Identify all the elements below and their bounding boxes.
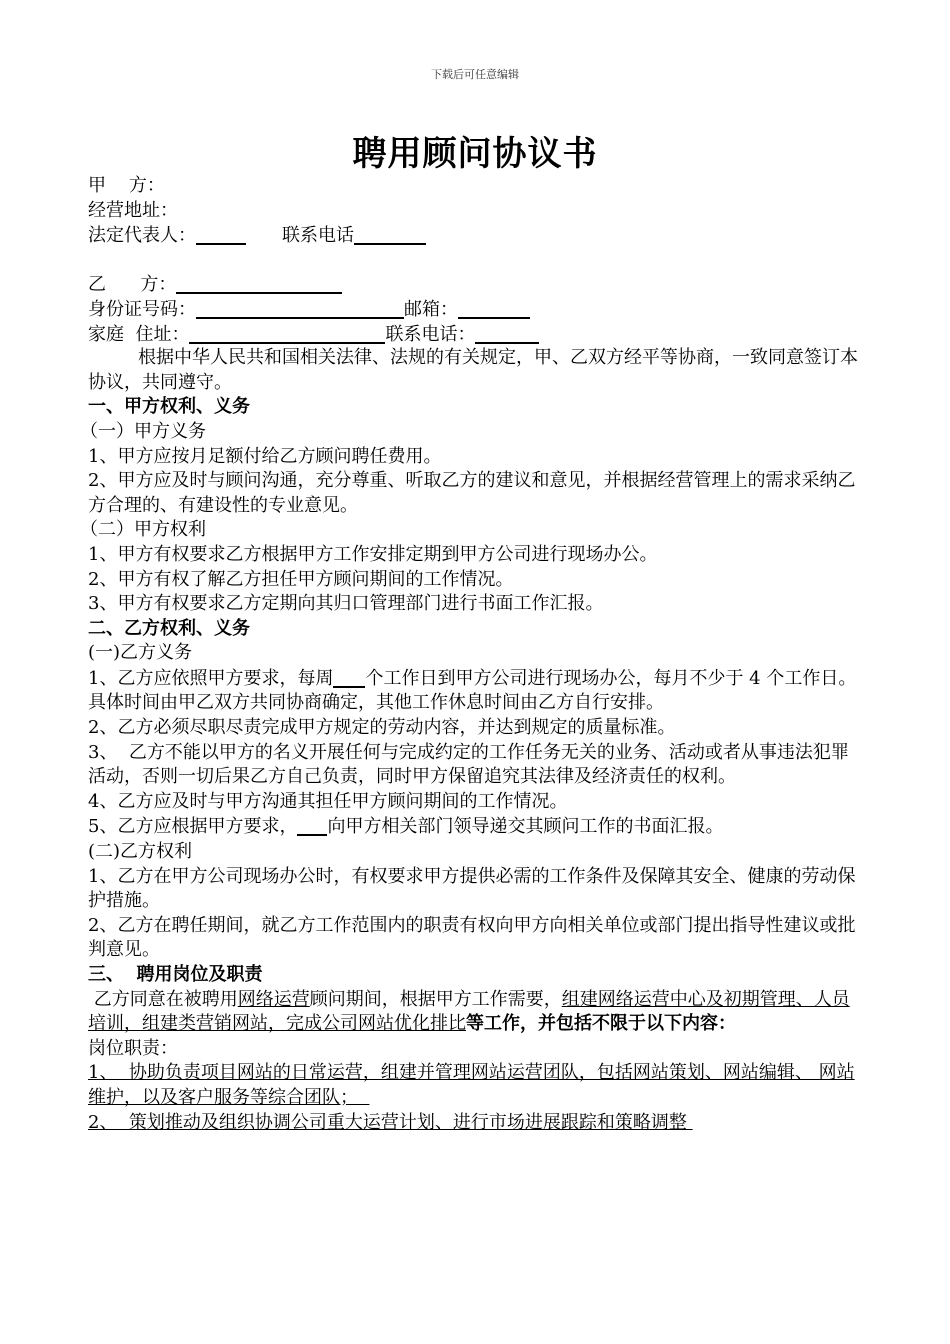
section-2-sub1: (一)乙方义务 bbox=[88, 642, 193, 664]
party-b-phone-blank[interactable] bbox=[475, 322, 539, 344]
party-b-id-label: 身份证号码： bbox=[88, 298, 196, 320]
section-3-position: 网络运营 bbox=[237, 988, 310, 1010]
section-2-item-5 bbox=[88, 814, 866, 840]
party-a-rep-label: 法定代表人： bbox=[88, 225, 196, 247]
party-b-email-label: 邮箱： bbox=[404, 298, 458, 320]
section-1-sub1-item: 1、甲方应按月足额付给乙方顾问聘任费用。 bbox=[88, 445, 442, 467]
party-b-name-blank[interactable] bbox=[176, 272, 342, 294]
party-b-address-blank[interactable] bbox=[189, 322, 385, 344]
section-2-item-3: 3、 乙方不能以甲方的名义开展任何与完成约定的工作任务无关的业务、活动或者从事违法犯罪活动，否则一切后果乙方自己负责，同时甲方保留追究其法律及经济责任的权利。 bbox=[88, 741, 849, 788]
report-frequency-blank[interactable] bbox=[297, 814, 327, 836]
party-b-phone-label: 联系电话： bbox=[385, 323, 476, 345]
section-3-p-a: 乙方同意在被聘用 bbox=[88, 988, 238, 1010]
days-per-week-blank[interactable] bbox=[333, 666, 365, 688]
section-1-sub2-item: 3、甲方有权要求乙方定期向其归口管理部门进行书面工作汇报。 bbox=[88, 593, 604, 615]
section-2-sub2-item: 2、乙方在聘任期间，就乙方工作范围内的职责有权向甲方向相关单位或部门提出指导性建议或批判意见。 bbox=[88, 914, 856, 961]
section-2-item-1-b: 个工作日到甲方公司进行现场办公，每月不少于 4 个工作日。具体时间由甲乙双方共同协商确定，其他工作休息时间由乙方自行安排。 bbox=[88, 667, 857, 714]
header-note: 下载后可任意编辑 bbox=[431, 68, 519, 81]
section-3-p-c: 顾问期间，根据甲方工作需要， bbox=[309, 988, 562, 1010]
party-b-address-label: 家庭 住址： bbox=[88, 323, 190, 345]
party-b-email-blank[interactable] bbox=[458, 297, 530, 319]
section-1-sub2: （二）甲方权利 bbox=[80, 519, 206, 541]
section-3-p-e: 等工作，并包括不限于以下内容： bbox=[466, 1013, 736, 1035]
party-a-rep-blank[interactable] bbox=[196, 223, 246, 245]
section-2-item-5-a: 5、乙方应根据甲方要求， bbox=[88, 816, 298, 838]
party-a-address-label: 经营地址： bbox=[88, 199, 178, 221]
duty-item-1: 1、 协助负责项目网站的日常运营，组建并管理网站运营团队，包括网站策划、网站编辑、 网站维护，以及客户服务等综合团队； bbox=[88, 1062, 855, 1108]
party-a-address-line bbox=[88, 199, 866, 224]
party-a-line bbox=[88, 174, 866, 199]
party-b-label: 乙 方： bbox=[88, 274, 177, 296]
spacer bbox=[88, 248, 866, 273]
party-a-phone-blank[interactable] bbox=[354, 223, 426, 245]
duty-item-2: 2、 策划推动及组织协调公司重大运营计划、进行市场进展跟踪和策略调整 bbox=[88, 1111, 693, 1133]
section-1-sub2-item: 1、甲方有权要求乙方根据甲方工作安排定期到甲方公司进行现场办公。 bbox=[88, 543, 658, 565]
section-2-item-4: 4、乙方应及时与甲方沟通其担任甲方顾问期间的工作情况。 bbox=[88, 790, 568, 812]
section-3-heading: 三、 聘用岗位及职责 bbox=[88, 964, 263, 985]
section-2-heading: 二、乙方权利、义务 bbox=[88, 617, 250, 639]
party-a-rep-line bbox=[88, 223, 866, 248]
section-2-sub2-item: 1、乙方在甲方公司现场办公时，有权要求甲方提供必需的工作条件及保障其安全、健康的劳动保护措施。 bbox=[88, 865, 856, 912]
party-b-id-line bbox=[88, 297, 866, 322]
party-a-phone-label: 联系电话 bbox=[282, 225, 354, 247]
party-b-id-blank[interactable] bbox=[196, 297, 404, 319]
section-2-item-1-a: 1、乙方应依照甲方要求，每周 bbox=[88, 667, 334, 689]
duties-label: 岗位职责： bbox=[88, 1037, 178, 1059]
section-2-item-5-b: 向甲方相关部门领导递交其顾问工作的书面汇报。 bbox=[327, 816, 724, 838]
section-1-sub1: （一）甲方义务 bbox=[80, 420, 206, 442]
section-3-tasks: 组建网络运营中心及初期管理、人员培训，组建类营销网站，完成公司网站优化排比 bbox=[88, 988, 850, 1035]
section-1-sub2-item: 2、甲方有权了解乙方担任甲方顾问期间的工作情况。 bbox=[88, 568, 514, 590]
party-a-label: 甲 方： bbox=[88, 175, 165, 196]
section-2-sub2: (二)乙方权利 bbox=[88, 841, 193, 863]
section-3-paragraph bbox=[88, 988, 866, 1037]
section-1-sub1-item: 2、甲方应及时与顾问沟通，充分尊重、听取乙方的建议和意见，并根据经营管理上的需求采纳乙方合理的、有建设性的专业意见。 bbox=[88, 470, 856, 516]
document-title: 聘用顾问协议书 bbox=[352, 134, 598, 174]
party-b-line bbox=[88, 272, 866, 297]
party-b-address-line bbox=[88, 322, 866, 347]
section-2-item-2: 2、乙方必须尽职尽责完成甲方规定的劳动内容，并达到规定的质量标准。 bbox=[88, 717, 676, 739]
section-1-heading: 一、甲方权利、义务 bbox=[88, 396, 250, 418]
section-2-item-1 bbox=[88, 666, 866, 716]
intro-paragraph: 根据中华人民共和国相关法律、法规的有关规定，甲、乙双方经平等协商，一致同意签订本协议，共同遵守。 bbox=[88, 347, 858, 393]
document-body bbox=[80, 174, 866, 1135]
